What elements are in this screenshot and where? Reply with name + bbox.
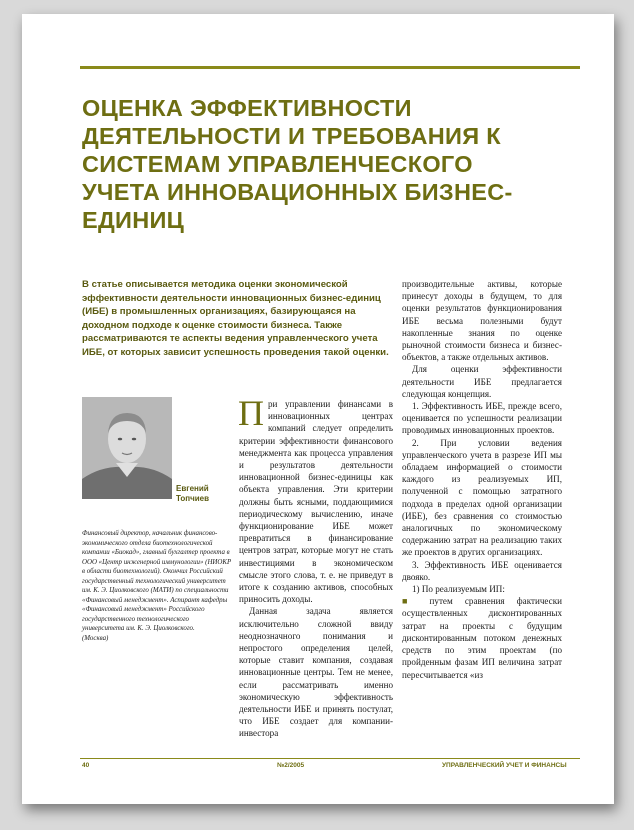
bullet-paragraph xyxy=(402,595,562,680)
paragraph: Данная задача является исключительно сложной ввиду неоднозначного понимания и непростого определения целей, которые ставит компания, создавая инновационные центры. Тем не менее, если рассматривать именно экономическую эффективность деятельности ИБЕ и принять постулат, что ИБЕ создает для компании-инвестора xyxy=(239,606,393,739)
paragraph: 3. Эффективность ИБЕ оценивается двояко. xyxy=(402,559,562,582)
journal-name: УПРАВЛЕНЧЕСКИЙ УЧЕТ И ФИНАНСЫ xyxy=(442,762,567,769)
author-photo xyxy=(82,397,172,499)
author-bio: Финансовый директор, начальник финансово-экономического отдела биотехнологической компании «Биокад», главный бухгалтер проекта в ООО «Центр инженерной иммунологии» (НИОКР в области биотехнологий). Окончил Российский государственный технологический университет им. К. Э. Циолковского (МАТИ) по специальности «Финансовый менеджмент». Аспирант кафедры «Финансовый менеджмент» Российского государственного технологического университета им. К. Э. Циолковского. xyxy=(82,530,232,632)
paragraph: 2. При условии ведения управленческого учета в разрезе ИП мы обладаем информацией о стоимости каждого из реализуемых ИП, полученной с помощью затратного подхода в пределах одной организации (ИБЕ), без сравнения со стоимостью аналогичных по экономическому содержанию затрат на реализацию таких же проектов в других организациях. xyxy=(402,437,562,558)
drop-cap: П xyxy=(238,393,264,433)
author-first-name: Евгений xyxy=(176,484,209,493)
author-portrait-image xyxy=(82,397,172,499)
article-lead: В статье описывается методика оценки экономической эффективности деятельности инновационных бизнес-единиц (ИБЕ) в промышленных организациях, базирующаяся на доходном подходе к оценке стоимости бизнеса. Также рассматриваются те аспекты ведения управленческого учета ИБЕ, от которых зависит успешность проведения такой оценки. xyxy=(82,279,389,358)
paragraph-text: ри управлении финансами в инновационных центрах компаний следует определить критерии эффективности финансового менеджмента как процесса управления и результатов деятельности инновационной бизнес-единицы как объекта управления. Эти критерии должны быть ясными, поддающимися периодическому вычислению, иначе функционирование ИБЕ может превратиться в финансирование центров затрат, которые могут не стать инвестициями в экономическом смысле этого слова, т. е. не приведут в итоге к созданию активов, способных приносить доходы. xyxy=(239,399,393,605)
magazine-page xyxy=(22,14,614,804)
paragraph: 1) По реализуемым ИП: xyxy=(412,584,505,595)
paragraph xyxy=(238,393,393,605)
column-middle xyxy=(238,393,393,740)
paragraph: Для оценки эффективности деятельности ИБЕ предлагается следующая концепция. xyxy=(402,364,562,399)
paragraph: производительные активы, которые принесут доходы в будущем, то для оценки результатов функционирования ИБЕ весьма полезными будут накопленные знания по оценке рыночной стоимости бизнеса и бизнес-объектов, а также отдельных активов. xyxy=(402,279,562,363)
author-name xyxy=(176,484,209,504)
author-bio-block xyxy=(82,529,232,643)
paragraph: 1. Эффективность ИБЕ, прежде всего, оценивается по успешности реализации проводимых инновационных проектов. xyxy=(402,401,562,436)
author-last-name: Топчиев xyxy=(176,494,210,503)
paragraph-text: путем сравнения фактически осуществленных дисконтированных затрат на проекты с будущим дисконтированным потоком денежных средств по этим проектам (по пройденным фазам ИП величина затрат пересчитывается «из xyxy=(402,596,562,680)
author-city: (Москва) xyxy=(82,634,109,642)
column-right xyxy=(402,278,562,681)
top-rule xyxy=(80,66,580,69)
footer-rule xyxy=(80,758,580,759)
issue-number: №2/2005 xyxy=(277,762,305,769)
page-number: 40 xyxy=(82,762,90,769)
article-title: ОЦЕНКА ЭФФЕКТИВНОСТИ ДЕЯТЕЛЬНОСТИ И ТРЕБОВАНИЯ К СИСТЕМАМ УПРАВЛЕНЧЕСКОГО УЧЕТА ИННОВАЦИОННЫХ БИЗНЕС-ЕДИНИЦ xyxy=(82,95,513,233)
bullet-icon: ■ xyxy=(402,596,418,607)
